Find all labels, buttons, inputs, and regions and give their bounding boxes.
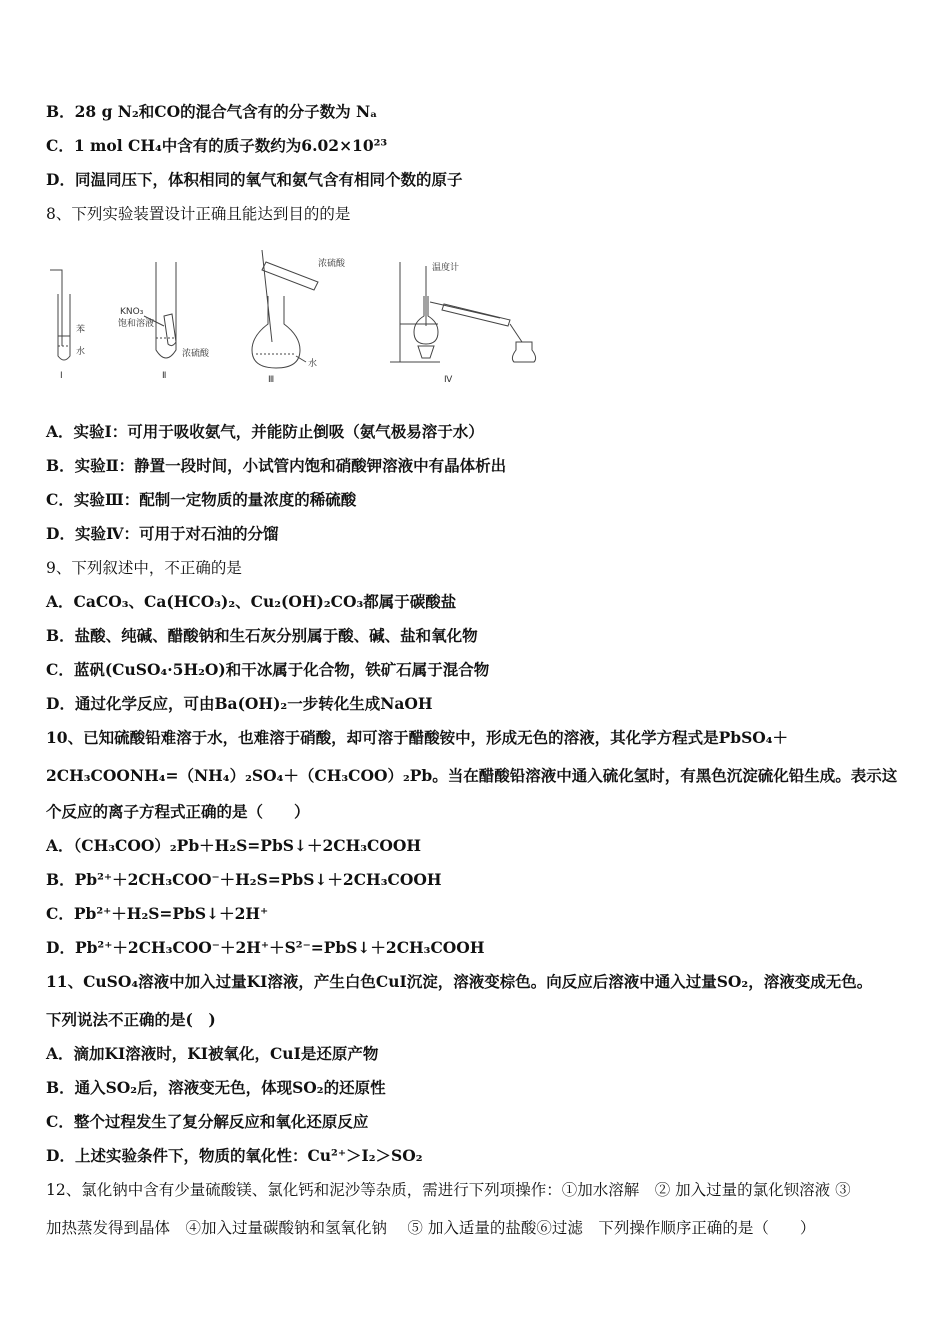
text-line: 9、下列叙述中，不正确的是: [46, 559, 242, 577]
apparatus-ii: [144, 262, 176, 358]
label-water-iii: 水: [308, 359, 318, 369]
label-conc-h2so4-iii: 浓硫酸: [318, 259, 346, 269]
label-benzene: 苯: [76, 325, 86, 335]
text-line: A．（CH₃COO）₂Pb＋H₂S=PbS↓＋2CH₃COOH: [46, 836, 421, 855]
text-line: 12、氯化钠中含有少量硫酸镁、氯化钙和泥沙等杂质，需进行下列项操作：①加水溶解 ② 加入过量的氯化钡溶液 ③: [46, 1181, 851, 1199]
text-line: 个反应的离子方程式正确的是（ ）: [46, 802, 310, 821]
text-line: C．1 mol CH₄中含有的质子数约为6.02×10²³: [46, 136, 388, 155]
text-line: C．蓝矾(CuSO₄·5H₂O)和干冰属于化合物，铁矿石属于混合物: [46, 660, 490, 679]
label-thermometer: 温度计: [432, 263, 460, 273]
text-line: B．盐酸、纯碱、醋酸钠和生石灰分别属于酸、碱、盐和氧化物: [46, 626, 478, 645]
label-iii: Ⅲ: [268, 375, 275, 385]
apparatus-iv: [390, 262, 536, 362]
text-line: D．同温同压下，体积相同的氧气和氨气含有相同个数的原子: [46, 170, 463, 189]
text-line: 加热蒸发得到晶体 ④加入过量碳酸钠和氢氧化钠 ⑤ 加入适量的盐酸⑥过滤 下列操作顺序正确的是（ ）: [46, 1219, 816, 1237]
apparatus-i: [50, 270, 70, 360]
text-line: B．Pb²⁺＋2CH₃COO⁻＋H₂S=PbS↓＋2CH₃COOH: [46, 870, 442, 889]
text-line: B．实验Ⅱ：静置一段时间，小试管内饱和硝酸钾溶液中有晶体析出: [46, 456, 507, 475]
text-line: A．实验Ⅰ：可用于吸收氨气，并能防止倒吸（氨气极易溶于水）: [46, 422, 484, 441]
text-line: B．28 g N₂和CO的混合气含有的分子数为 Nₐ: [46, 102, 378, 121]
label-kno3: KNO₃: [120, 307, 144, 317]
experiment-apparatus-figure: [40, 246, 560, 396]
label-ii: Ⅱ: [162, 371, 167, 381]
label-water-i: 水: [76, 347, 86, 357]
text-line: C．Pb²⁺＋H₂S=PbS↓＋2H⁺: [46, 904, 269, 923]
text-line: 下列说法不正确的是( ): [46, 1010, 216, 1029]
text-line: D．上述实验条件下，物质的氧化性：Cu²⁺＞I₂＞SO₂: [46, 1146, 423, 1165]
text-line: A．CaCO₃、Ca(HCO₃)₂、Cu₂(OH)₂CO₃都属于碳酸盐: [46, 592, 457, 611]
text-line: D．通过化学反应，可由Ba(OH)₂一步转化生成NaOH: [46, 694, 433, 713]
text-line: B．通入SO₂后，溶液变无色，体现SO₂的还原性: [46, 1078, 386, 1097]
label-conc-h2so4-ii: 浓硫酸: [182, 349, 210, 359]
text-line: A．滴加KI溶液时，KI被氧化，CuI是还原产物: [46, 1044, 379, 1063]
apparatus-iii: [252, 250, 318, 368]
text-line: D．实验Ⅳ：可用于对石油的分馏: [46, 524, 279, 543]
label-iv: Ⅳ: [444, 375, 453, 385]
text-line: 11、CuSO₄溶液中加入过量KI溶液，产生白色CuI沉淀，溶液变棕色。向反应后溶液中通入过量SO₂，溶液变成无色。: [46, 972, 873, 991]
text-line: C．实验Ⅲ：配制一定物质的量浓度的稀硫酸: [46, 490, 357, 509]
label-saturated: 饱和溶液: [118, 319, 155, 329]
text-line: D．Pb²⁺＋2CH₃COO⁻＋2H⁺＋S²⁻=PbS↓＋2CH₃COOH: [46, 938, 485, 957]
label-i: Ⅰ: [60, 371, 63, 381]
text-line: 8、下列实验装置设计正确且能达到目的的是: [46, 205, 351, 223]
text-line: 2CH₃COONH₄=（NH₄）₂SO₄＋（CH₃COO）₂Pb。当在醋酸铅溶液中通入硫化氢时，有黑色沉淀硫化铅生成。表示这: [46, 766, 898, 785]
text-line: C．整个过程发生了复分解反应和氧化还原反应: [46, 1112, 369, 1131]
text-line: 10、已知硫酸铅难溶于水，也难溶于硝酸，却可溶于醋酸铵中，形成无色的溶液，其化学方程式是PbSO₄＋: [46, 728, 789, 747]
